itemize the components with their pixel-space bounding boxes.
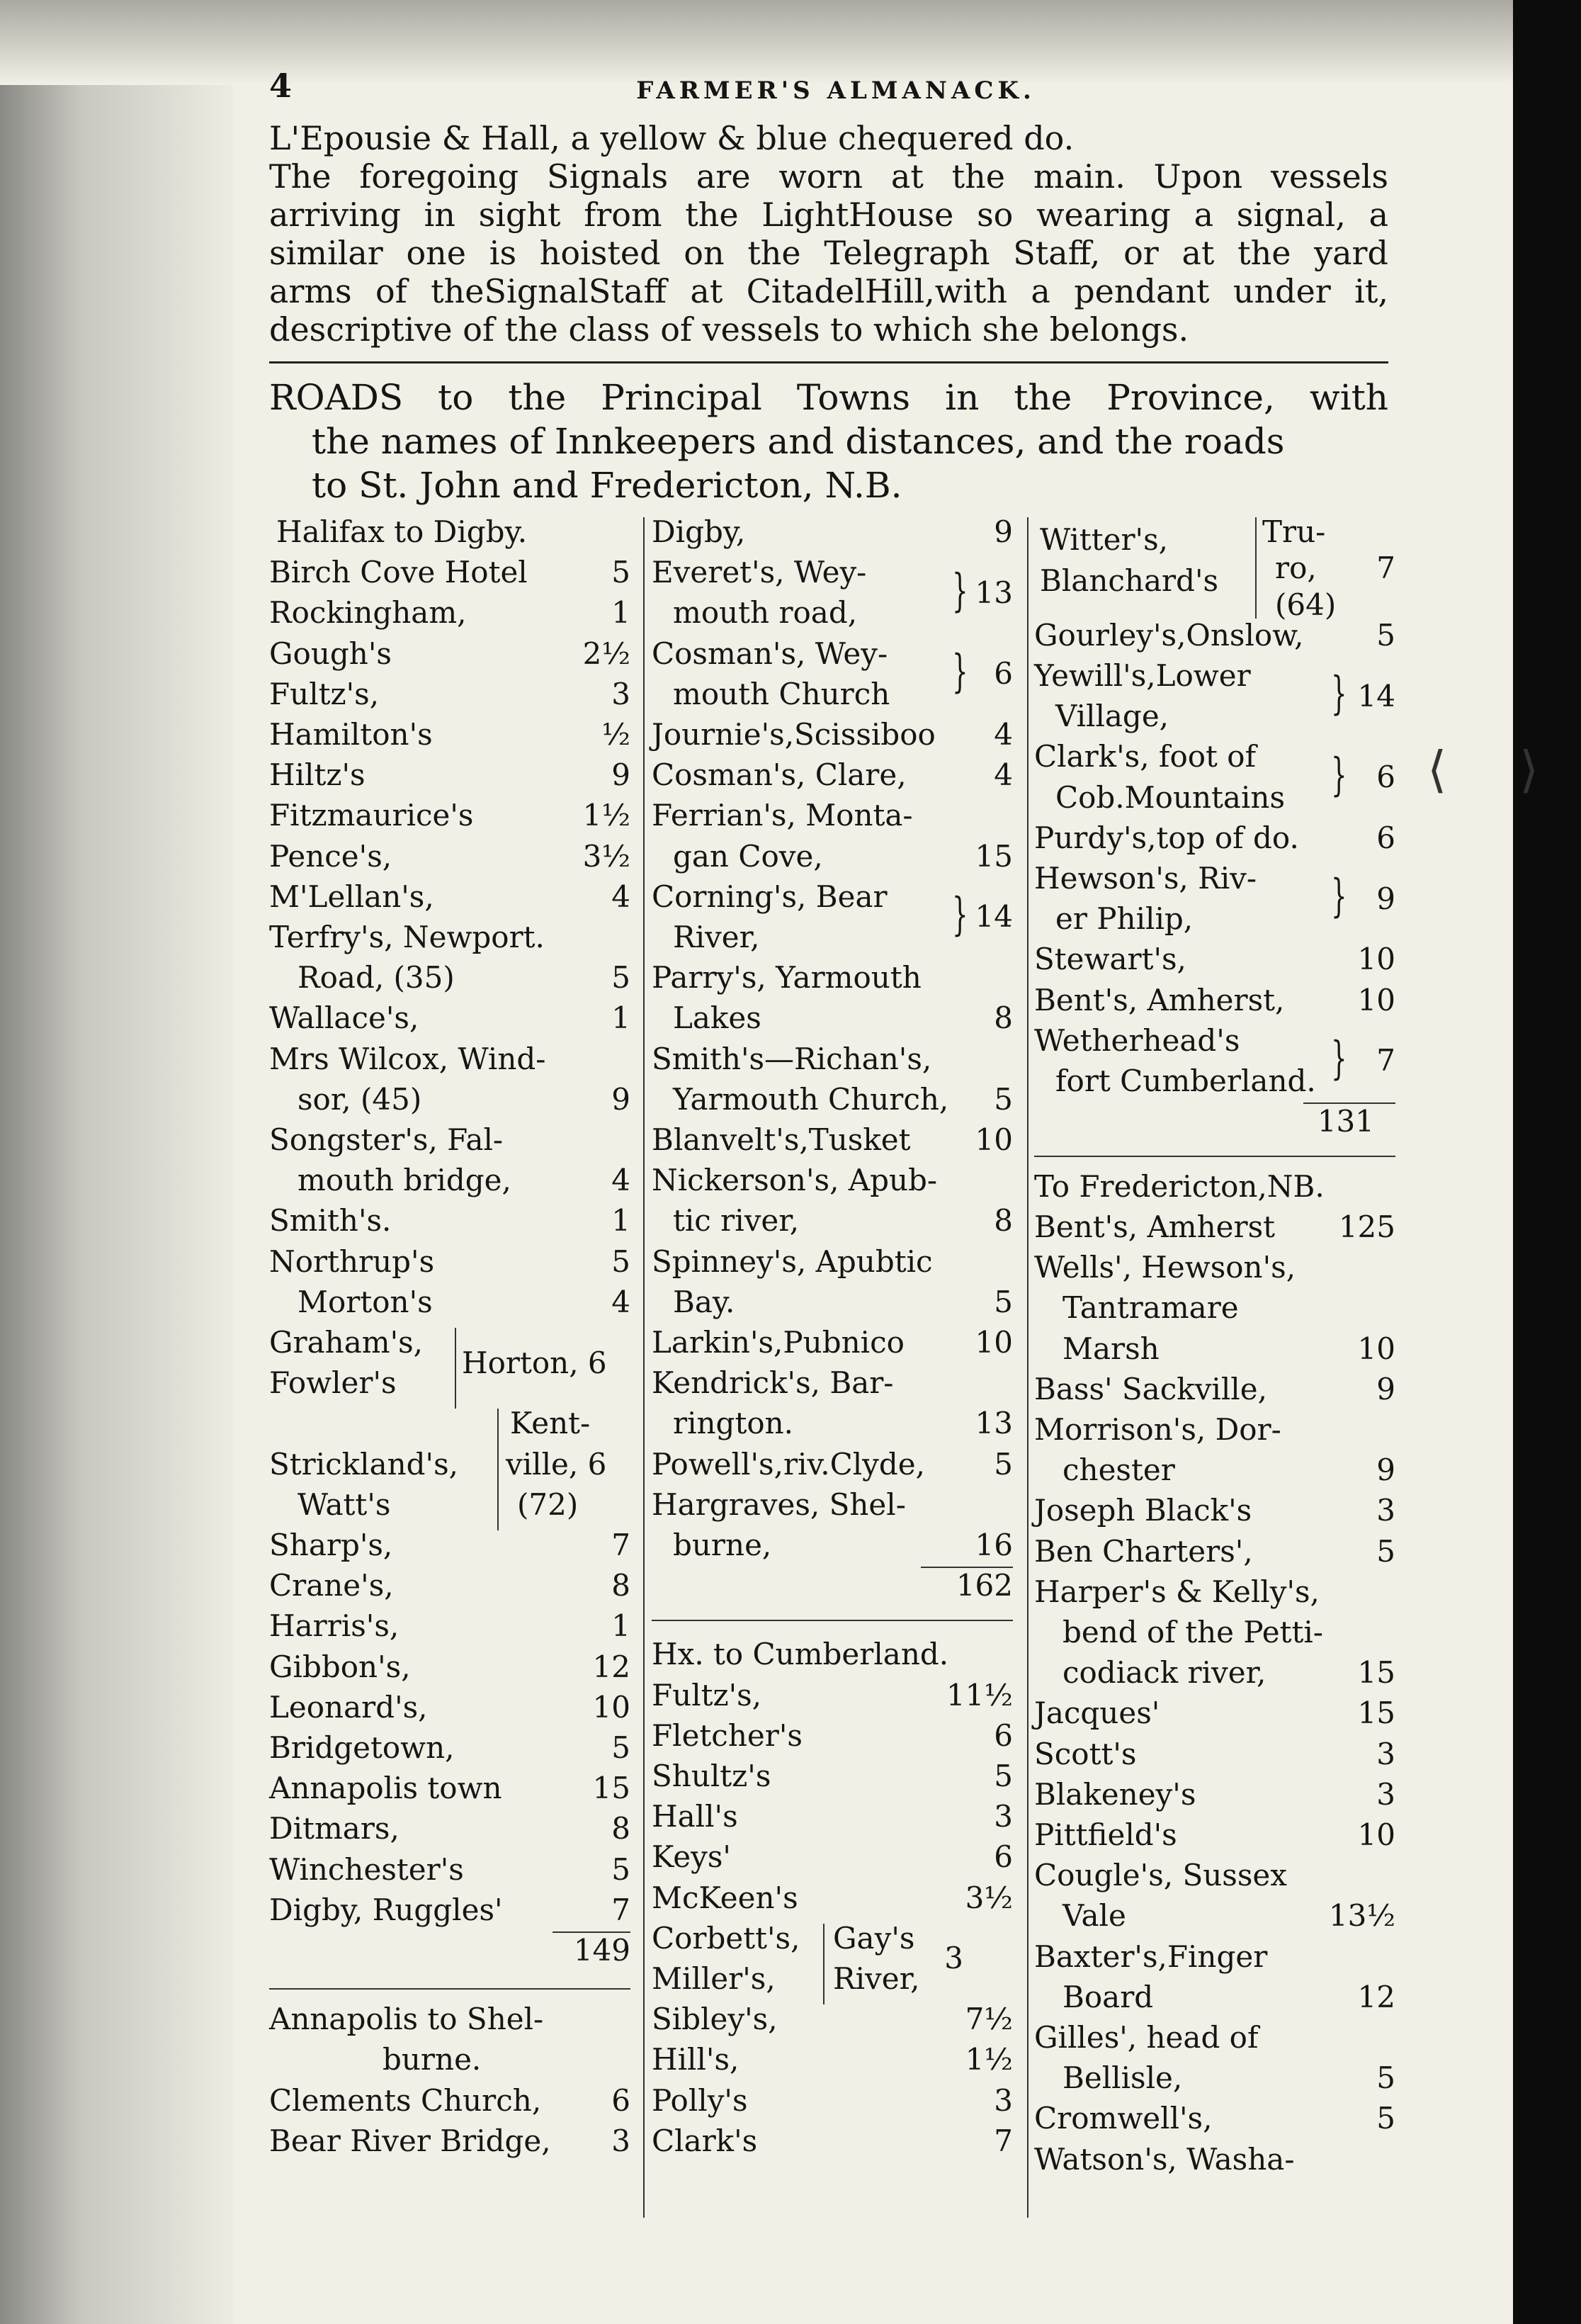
inn-name: Shultz's — [652, 1759, 771, 1794]
distance: 7 — [1376, 1043, 1395, 1078]
distance: 3 — [944, 1941, 963, 1976]
inn-name: Stewart's, — [1034, 942, 1186, 977]
section-rule — [652, 1620, 1013, 1621]
margin-mark: ⟨ — [1427, 740, 1447, 799]
distance: 10 — [975, 1122, 1013, 1157]
distance: 4 — [611, 879, 630, 914]
brace-icon: } — [1331, 1032, 1347, 1085]
inn-name: Digby, Ruggles' — [269, 1892, 503, 1927]
distance: 12 — [1357, 1979, 1395, 2014]
distance: 3 — [1376, 1776, 1395, 1812]
section-rule — [1034, 1156, 1395, 1157]
distance: 1 — [611, 1203, 630, 1239]
town-group: Horton, 6 — [462, 1345, 607, 1380]
inn-name: Blakeney's — [1034, 1776, 1196, 1812]
page-edge-shadow — [0, 0, 234, 2324]
town-group: (72) — [517, 1487, 579, 1522]
distance: 3 — [1376, 1493, 1395, 1528]
town-group: Gay's — [833, 1920, 915, 1956]
distance: 11½ — [946, 1677, 1013, 1713]
inn-name: Watt's — [298, 1487, 391, 1522]
inn-name: Jacques' — [1034, 1696, 1160, 1731]
inn-name: Baxter's,Finger — [1034, 1939, 1268, 1974]
intro-line: similar one is hoisted on the Telegraph Staff, or at the yard — [269, 234, 1388, 272]
inn-name: Bent's, Amherst, — [1034, 982, 1285, 1017]
distance: 5 — [611, 555, 630, 590]
distance: 5 — [994, 1081, 1013, 1117]
route-heading: burne. — [382, 2042, 482, 2077]
distance: 7 — [611, 1892, 630, 1927]
inn-name: Bass' Sackville, — [1034, 1371, 1267, 1406]
inn-name: Cosman's, Clare, — [652, 757, 907, 793]
inn-name: Watson's, Washa- — [1034, 2141, 1295, 2177]
inn-name: Vale — [1062, 1898, 1126, 1934]
inn-name: Smith's. — [269, 1203, 392, 1239]
inn-name: Bellisle, — [1062, 2060, 1183, 2096]
section-title: ROADS to the Principal Towns in the Province, with — [269, 377, 1388, 418]
inn-name: Fitzmaurice's — [269, 798, 474, 833]
distance: 15 — [975, 838, 1013, 874]
margin-mark: ⟩ — [1519, 740, 1539, 799]
inn-name: Witter's, — [1040, 522, 1169, 558]
distance: 5 — [994, 1446, 1013, 1482]
distance: 5 — [611, 1851, 630, 1887]
distance: 1½ — [582, 798, 630, 833]
distance: 8 — [994, 1203, 1013, 1239]
distance: 1 — [611, 1000, 630, 1036]
intro-line: arms of theSignalStaff at CitadelHill,with a pendant under it, — [269, 272, 1388, 310]
scan-border — [1513, 0, 1581, 2324]
inn-name: M'Lellan's, — [269, 879, 434, 914]
distance: 13 — [975, 1406, 1013, 1441]
inn-name: Leonard's, — [269, 1689, 428, 1725]
distance: 5 — [611, 1243, 630, 1279]
page-number: 4 — [269, 67, 293, 105]
inn-name: Digby, — [652, 514, 746, 549]
distance: 9 — [611, 1081, 630, 1117]
distance: 4 — [611, 1284, 630, 1319]
inn-name: Gough's — [269, 636, 392, 671]
inn-name: Hargraves, Shel- — [652, 1487, 906, 1522]
inn-name: tic river, — [673, 1203, 800, 1239]
distance: 5 — [611, 960, 630, 995]
inn-name: Corning's, Bear — [652, 879, 888, 914]
distance: 14 — [975, 899, 1013, 935]
inn-name: Morrison's, Dor- — [1034, 1411, 1281, 1447]
distance: 3 — [611, 676, 630, 711]
inn-name: Polly's — [652, 2082, 748, 2118]
route-heading: Annapolis to Shel- — [269, 2002, 544, 2037]
inn-name: Ben Charters', — [1034, 1533, 1253, 1569]
distance: 4 — [994, 757, 1013, 793]
distance: 8 — [994, 1000, 1013, 1036]
inn-name: bend of the Petti- — [1062, 1614, 1323, 1649]
inn-name: Fultz's, — [269, 676, 380, 711]
distance: 7 — [611, 1528, 630, 1562]
route-total: 131 — [1317, 1104, 1374, 1139]
inn-name: Village, — [1055, 699, 1169, 734]
inn-name: Purdy's,top of do. — [1034, 820, 1299, 855]
distance: ½ — [601, 717, 630, 752]
distance: 10 — [592, 1689, 630, 1725]
town-group: ro, — [1275, 551, 1317, 586]
inn-name: Scott's — [1034, 1736, 1137, 1771]
intro-line: arriving in sight from the LightHouse so wearing a signal, a — [269, 196, 1388, 234]
bracket-line — [455, 1328, 456, 1409]
distance: 4 — [994, 717, 1013, 752]
distance: 14 — [1357, 678, 1395, 713]
route-total: 162 — [956, 1568, 1013, 1603]
almanac-page — [269, 64, 1402, 2260]
town-group: River, — [833, 1961, 920, 1997]
inn-name: Gilles', head of — [1034, 2019, 1259, 2055]
inn-name: Hewson's, Riv- — [1034, 861, 1257, 896]
inn-name: Morton's — [298, 1284, 433, 1319]
distance: 3 — [994, 1799, 1013, 1834]
inn-name: Hamilton's — [269, 717, 433, 752]
running-header — [269, 64, 1402, 106]
inn-name: Clements Church, — [269, 2082, 542, 2118]
inn-name: Parry's, Yarmouth — [652, 960, 922, 995]
inn-name: Northrup's — [269, 1243, 435, 1279]
inn-name: Journie's,Scissiboo — [652, 717, 936, 752]
distance: 16 — [975, 1528, 1013, 1562]
route-total: 149 — [573, 1933, 630, 1968]
distance: 5 — [1376, 1533, 1395, 1569]
inn-name: Keys' — [652, 1839, 731, 1875]
inn-name: Cromwell's, — [1034, 2101, 1213, 2136]
inn-name: Bent's, Amherst — [1034, 1209, 1276, 1244]
inn-name: chester — [1062, 1452, 1175, 1488]
distance: 5 — [1376, 2101, 1395, 2136]
inn-name: Board — [1062, 1979, 1154, 2014]
inn-name: Kendrick's, Bar- — [652, 1365, 894, 1401]
distance: 12 — [592, 1649, 630, 1684]
inn-name: Bay. — [673, 1284, 735, 1319]
distance: 13½ — [1328, 1898, 1395, 1934]
inn-name: codiack river, — [1062, 1655, 1266, 1691]
inn-name: Joseph Black's — [1034, 1493, 1252, 1528]
inn-name: mouth road, — [673, 595, 858, 631]
inn-name: Ferrian's, Monta- — [652, 798, 913, 833]
distance: 6 — [611, 2082, 630, 2118]
inn-name: Pence's, — [269, 838, 392, 874]
brace-icon: } — [952, 645, 968, 698]
distance: 8 — [611, 1568, 630, 1603]
inn-name: Nickerson's, Apub- — [652, 1163, 938, 1198]
brace-icon: } — [1331, 748, 1347, 801]
bracket-line — [1255, 517, 1257, 619]
section-rule — [269, 1988, 630, 1990]
distance: 6 — [1376, 760, 1395, 795]
bracket-line — [823, 1924, 824, 2004]
inn-name: Larkin's,Pubnico — [652, 1325, 905, 1360]
inn-name: Harper's & Kelly's, — [1034, 1574, 1320, 1609]
town-group: (64) — [1275, 587, 1337, 622]
route-heading: Halifax to Digby. — [276, 514, 528, 549]
section-rule — [269, 361, 1388, 363]
distance: 5 — [611, 1730, 630, 1765]
inn-name: Spinney's, Apubtic — [652, 1243, 933, 1279]
inn-name: Annapolis town — [269, 1771, 502, 1806]
inn-name: Lakes — [673, 1000, 761, 1036]
brace-icon: } — [1331, 870, 1347, 923]
inn-name: Cob.Mountains — [1055, 779, 1286, 815]
distance: 10 — [975, 1325, 1013, 1360]
inn-name: mouth bridge, — [298, 1163, 511, 1198]
distance: 5 — [1376, 2060, 1395, 2096]
inn-name: mouth Church — [673, 676, 890, 711]
section-title: the names of Innkeepers and distances, and the roads — [312, 421, 1285, 462]
distance: 1½ — [965, 2042, 1013, 2077]
inn-name: Crane's, — [269, 1568, 394, 1603]
inn-name: fort Cumberland. — [1055, 1064, 1316, 1099]
inn-name: Yewill's,Lower — [1034, 658, 1251, 694]
inn-name: Powell's,riv.Clyde, — [652, 1446, 925, 1482]
inn-name: Miller's, — [652, 1961, 776, 1997]
inn-name: Smith's—Richan's, — [652, 1041, 932, 1076]
bracket-line — [497, 1409, 499, 1530]
inn-name: Cosman's, Wey- — [652, 636, 888, 671]
inn-name: Wetherhead's — [1034, 1022, 1240, 1058]
inn-name: Bear River Bridge, — [269, 2123, 551, 2158]
inn-name: Fultz's, — [652, 1677, 762, 1713]
distance: 5 — [994, 1759, 1013, 1794]
inn-name: Bridgetown, — [269, 1730, 455, 1765]
inn-name: Gourley's,Onslow, — [1034, 617, 1304, 653]
inn-name: Mrs Wilcox, Wind- — [269, 1041, 546, 1076]
distance: 3 — [611, 2123, 630, 2158]
distance: 4 — [611, 1163, 630, 1198]
inn-name: Marsh — [1062, 1331, 1160, 1366]
distance: 125 — [1338, 1209, 1395, 1244]
distance: 5 — [1376, 617, 1395, 653]
column-divider — [1027, 517, 1028, 2218]
inn-name: Ditmars, — [269, 1811, 400, 1846]
distance: 10 — [1357, 942, 1395, 977]
inn-name: Wallace's, — [269, 1000, 419, 1036]
inn-name: Fletcher's — [652, 1717, 803, 1753]
inn-name: Birch Cove Hotel — [269, 555, 528, 590]
inn-name: Blanchard's — [1040, 563, 1219, 598]
inn-name: Tantramare — [1062, 1290, 1239, 1326]
inn-name: McKeen's — [652, 1880, 798, 1915]
brace-icon: } — [952, 889, 968, 942]
distance: 10 — [1357, 1331, 1395, 1366]
inn-name: Winchester's — [269, 1851, 464, 1887]
inn-name: Clark's, foot of — [1034, 739, 1257, 774]
distance: 13 — [975, 575, 1013, 610]
distance: 6 — [1376, 820, 1395, 855]
inn-name: Hill's, — [652, 2042, 740, 2077]
distance: 5 — [994, 1284, 1013, 1319]
town-group: Tru- — [1262, 514, 1326, 549]
distance: 6 — [994, 656, 1013, 692]
distance: 15 — [1357, 1696, 1395, 1731]
inn-name: Gibbon's, — [269, 1649, 411, 1684]
inn-name: Road, (35) — [298, 960, 455, 995]
distance: 9 — [1376, 1452, 1395, 1488]
inn-name: Terfry's, Newport. — [269, 920, 545, 954]
inn-name: Songster's, Fal- — [269, 1122, 504, 1157]
distance: 6 — [994, 1839, 1013, 1875]
distance: 3½ — [965, 1880, 1013, 1915]
intro-line: The foregoing Signals are worn at the main. Upon vessels — [269, 157, 1388, 196]
inn-name: Blanvelt's,Tusket — [652, 1122, 911, 1157]
distance: 7½ — [965, 2002, 1013, 2037]
distance: 9 — [994, 514, 1013, 549]
distance: 1 — [611, 595, 630, 631]
inn-name: Everet's, Wey- — [652, 555, 867, 590]
inn-name: Harris's, — [269, 1608, 400, 1644]
inn-name: Sibley's, — [652, 2002, 778, 2037]
inn-name: Strickland's, — [269, 1446, 458, 1482]
distance: 6 — [994, 1717, 1013, 1753]
distance: 3 — [1376, 1736, 1395, 1771]
inn-name: Fowler's — [269, 1365, 397, 1401]
column-divider — [643, 517, 645, 2218]
inn-name: Pittfield's — [1034, 1817, 1177, 1852]
distance: 7 — [1376, 551, 1395, 586]
inn-name: Hiltz's — [269, 757, 366, 793]
distance: 3 — [994, 2082, 1013, 2118]
distance: 9 — [611, 757, 630, 793]
running-head-title: FARMER'S ALMANACK. — [636, 77, 1036, 105]
inn-name: Cougle's, Sussex — [1034, 1858, 1287, 1893]
distance: 7 — [994, 2123, 1013, 2158]
inn-name: er Philip, — [1055, 901, 1194, 937]
brace-icon: } — [952, 564, 968, 617]
inn-name: Corbett's, — [652, 1920, 800, 1956]
section-title: to St. John and Fredericton, N.B. — [312, 465, 902, 506]
distance: 9 — [1376, 1371, 1395, 1406]
distance: 8 — [611, 1811, 630, 1846]
intro-line: L'Epousie & Hall, a yellow & blue chequered do. — [269, 119, 1075, 157]
distance: 15 — [592, 1771, 630, 1806]
inn-name: Hall's — [652, 1799, 738, 1834]
distance: 15 — [1357, 1655, 1395, 1691]
inn-name: rington. — [673, 1406, 794, 1441]
inn-name: burne, — [673, 1528, 772, 1562]
inn-name: Clark's — [652, 2123, 758, 2158]
distance: 2½ — [582, 636, 630, 671]
inn-name: Rockingham, — [269, 595, 467, 631]
inn-name: sor, (45) — [298, 1081, 422, 1117]
brace-icon: } — [1331, 667, 1347, 721]
route-heading: To Fredericton,NB. — [1034, 1168, 1325, 1204]
distance: 9 — [1376, 881, 1395, 916]
distance: 1 — [611, 1608, 630, 1644]
town-group: Kent- — [510, 1406, 591, 1441]
distance: 10 — [1357, 982, 1395, 1017]
distance: 3½ — [582, 838, 630, 874]
distance: 10 — [1357, 1817, 1395, 1852]
inn-name: Wells', Hewson's, — [1034, 1250, 1296, 1285]
intro-line: descriptive of the class of vessels to which she belongs. — [269, 310, 1189, 349]
inn-name: gan Cove, — [673, 838, 823, 874]
inn-name: Sharp's, — [269, 1528, 393, 1562]
inn-name: River, — [673, 920, 760, 954]
route-heading: Hx. to Cumberland. — [652, 1637, 949, 1672]
inn-name: Graham's, — [269, 1325, 424, 1360]
town-group: ville, 6 — [506, 1446, 607, 1482]
inn-name: Yarmouth Church, — [673, 1081, 949, 1117]
